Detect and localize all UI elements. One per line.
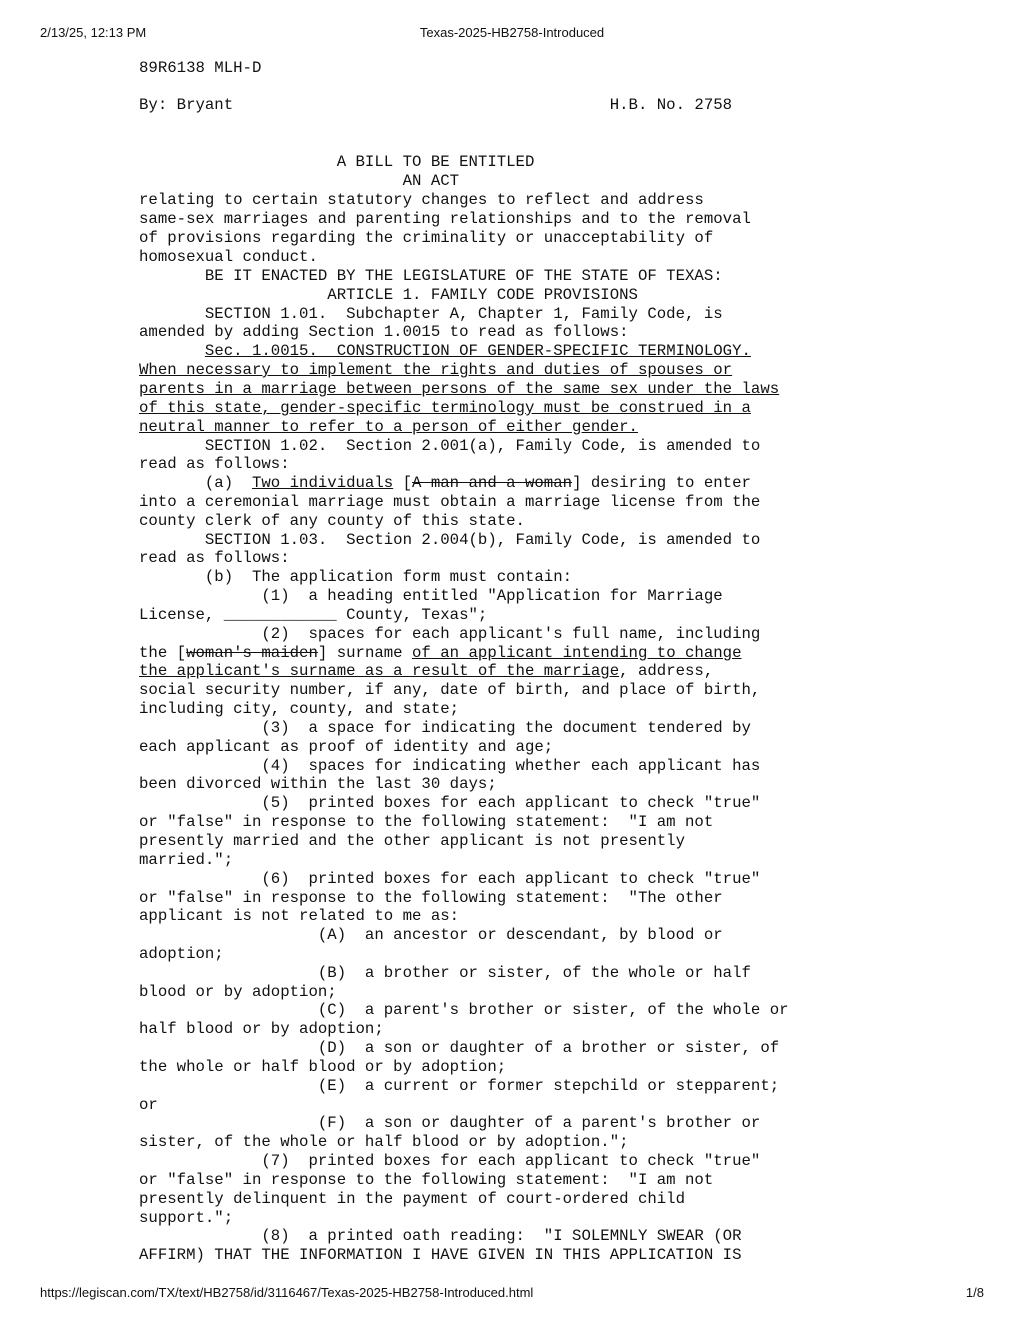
bill-text-segment: the whole or half blood or by adoption;	[139, 1058, 507, 1076]
bill-line	[139, 1001, 789, 1020]
bill-line	[139, 889, 723, 908]
bill-text-segment: ] surname	[317, 644, 413, 662]
print-page-number: 1/8	[965, 1285, 984, 1300]
bill-line	[139, 568, 572, 587]
bill-line	[139, 323, 629, 342]
bill-text-segment: (1) a heading entitled "Application for Marriage	[139, 587, 723, 605]
bill-text-segment: License, ____________ County, Texas";	[139, 606, 488, 624]
bill-text-segment: been divorced within the last 30 days;	[139, 775, 497, 793]
bill-text-segment: read as follows:	[139, 455, 290, 473]
bill-text-segment: 89R6138 MLH-D	[139, 59, 262, 77]
bill-text-segment: (6) printed boxes for each applicant to check "true"	[139, 870, 761, 888]
bill-line	[139, 644, 742, 663]
bill-line	[139, 361, 732, 380]
bill-text-segment: (C) a parent's brother or sister, of the whole or	[139, 1001, 789, 1019]
bill-text-segment: , address,	[619, 662, 714, 680]
inserted-text: of this state, gender-specific terminology must be construed in a	[139, 399, 751, 417]
bill-text-segment: (F) a son or daughter of a parent's brother or	[139, 1114, 761, 1132]
inserted-text: the applicant's surname as a result of the marriage	[139, 662, 620, 680]
bill-line	[139, 267, 723, 286]
bill-line	[139, 59, 261, 78]
bill-line	[139, 926, 723, 945]
bill-line	[139, 794, 760, 813]
bill-text-segment: each applicant as proof of identity and age;	[139, 738, 554, 756]
bill-line	[139, 700, 459, 719]
bill-line	[139, 1020, 384, 1039]
bill-line	[139, 606, 487, 625]
bill-line	[139, 380, 779, 399]
bill-line	[139, 945, 224, 964]
bill-text-segment: the [	[139, 644, 187, 662]
inserted-text: Sec. 1.0015. CONSTRUCTION OF GENDER-SPECIFIC TERMINOLOGY.	[204, 342, 751, 360]
bill-text-segment: (4) spaces for indicating whether each applicant has	[139, 757, 761, 775]
bill-line	[139, 907, 459, 926]
bill-text-segment: or "false" in response to the following statement: "I am not	[139, 1171, 714, 1189]
bill-line	[139, 172, 459, 191]
bill-text-segment: half blood or by adoption;	[139, 1020, 384, 1038]
bill-text-segment: or "false" in response to the following statement: "I am not	[139, 813, 714, 831]
bill-text-segment: ARTICLE 1. FAMILY CODE PROVISIONS	[139, 286, 638, 304]
print-url: https://legiscan.com/TX/text/HB2758/id/3116467/Texas-2025-HB2758-Introduced.html	[40, 1285, 534, 1300]
bill-text-segment: county clerk of any county of this state.	[139, 512, 525, 530]
bill-text-segment: amended by adding Section 1.0015 to read as follows:	[139, 323, 629, 341]
bill-line	[139, 813, 713, 832]
bill-line	[139, 342, 751, 361]
bill-text-segment: married.";	[139, 851, 234, 869]
inserted-text: parents in a marriage between persons of the same sex under the laws	[139, 380, 780, 398]
bill-line	[139, 474, 751, 493]
bill-text-segment: SECTION 1.03. Section 2.004(b), Family Code, is amended to	[139, 531, 761, 549]
bill-text-segment: (5) printed boxes for each applicant to check "true"	[139, 794, 761, 812]
bill-text-segment: ] desiring to enter	[572, 474, 751, 492]
bill-text-segment: (7) printed boxes for each applicant to check "true"	[139, 1152, 761, 1170]
bill-text-segment: (B) a brother or sister, of the whole or half	[139, 964, 751, 982]
bill-text-segment: (A) an ancestor or descendant, by blood or	[139, 926, 723, 944]
bill-line	[139, 719, 751, 738]
bill-line	[139, 305, 723, 324]
bill-line	[139, 625, 760, 644]
bill-text-segment: homosexual conduct.	[139, 248, 318, 266]
bill-text-segment: (D) a son or daughter of a brother or sister, of	[139, 1039, 780, 1057]
inserted-text: Two individuals	[251, 474, 394, 492]
bill-line	[139, 248, 318, 267]
bill-line	[139, 418, 638, 437]
bill-line	[139, 399, 751, 418]
bill-text-segment: AN ACT	[139, 172, 460, 190]
bill-line	[139, 681, 760, 700]
bill-text-segment: (8) a printed oath reading: "I SOLEMNLY SWEAR (OR	[139, 1227, 742, 1245]
bill-line	[139, 775, 497, 794]
bill-text-segment: (b) The application form must contain:	[139, 568, 573, 586]
bill-line	[139, 549, 290, 568]
bill-text-segment: (a)	[139, 474, 252, 492]
bill-line	[139, 1096, 158, 1115]
deleted-text: woman's maiden	[186, 644, 318, 662]
inserted-text: neutral manner to refer to a person of either gender.	[139, 418, 638, 436]
bill-text-segment: (3) a space for indicating the document tendered by	[139, 719, 751, 737]
bill-text-segment: (E) a current or former stepchild or stepparent;	[139, 1077, 780, 1095]
bill-text-segment: read as follows:	[139, 549, 290, 567]
bill-line	[139, 153, 534, 172]
bill-line	[139, 1227, 742, 1246]
bill-text-segment: sister, of the whole or half blood or by adoption.";	[139, 1133, 629, 1151]
bill-line	[139, 1152, 760, 1171]
bill-line	[139, 191, 704, 210]
bill-text-segment: BE IT ENACTED BY THE LEGISLATURE OF THE STATE OF TEXAS:	[139, 267, 723, 285]
bill-line	[139, 1190, 685, 1209]
bill-line	[139, 757, 760, 776]
bill-text-segment: (2) spaces for each applicant's full name, including	[139, 625, 761, 643]
print-page-title: Texas-2025-HB2758-Introduced	[419, 25, 605, 40]
bill-text-segment: SECTION 1.01. Subchapter A, Chapter 1, Family Code, is	[139, 305, 723, 323]
bill-line	[139, 851, 233, 870]
bill-line	[139, 437, 760, 456]
bill-text-segment: SECTION 1.02. Section 2.001(a), Family Code, is amended to	[139, 437, 761, 455]
bill-text-segment: support.";	[139, 1209, 234, 1227]
bill-text-segment: adoption;	[139, 945, 224, 963]
bill-line	[139, 210, 751, 229]
bill-text-segment: presently married and the other applicant is not presently	[139, 832, 686, 850]
bill-line	[139, 531, 760, 550]
bill-text-segment: into a ceremonial marriage must obtain a marriage license from the	[139, 493, 761, 511]
bill-text-segment: or "false" in response to the following statement: "The other	[139, 889, 723, 907]
bill-line	[139, 96, 732, 115]
inserted-text: of an applicant intending to change	[412, 644, 742, 662]
bill-line	[139, 964, 751, 983]
bill-text-segment: AFFIRM) THAT THE INFORMATION I HAVE GIVEN IN THIS APPLICATION IS	[139, 1246, 742, 1264]
deleted-text: A man and a woman	[412, 474, 573, 492]
bill-text-segment: social security number, if any, date of birth, and place of birth,	[139, 681, 761, 699]
bill-text-segment: presently delinquent in the payment of court-ordered child	[139, 1190, 686, 1208]
bill-line	[139, 832, 685, 851]
bill-line	[139, 493, 760, 512]
bill-line	[139, 587, 723, 606]
bill-line	[139, 1039, 779, 1058]
bill-line	[139, 1114, 760, 1133]
bill-text-segment: or	[139, 1096, 158, 1114]
bill-text-segment	[139, 342, 205, 360]
bill-text-segment: [	[393, 474, 413, 492]
bill-line	[139, 512, 525, 531]
bill-line	[139, 870, 760, 889]
bill-line	[139, 286, 638, 305]
print-datetime: 2/13/25, 12:13 PM	[40, 25, 147, 40]
bill-line	[139, 1209, 233, 1228]
bill-line	[139, 738, 553, 757]
bill-text-segment: blood or by adoption;	[139, 983, 337, 1001]
bill-text-segment: applicant is not related to me as:	[139, 907, 460, 925]
bill-line	[139, 1171, 713, 1190]
bill-line	[139, 662, 713, 681]
bill-text-segment: A BILL TO BE ENTITLED	[139, 153, 535, 171]
bill-text-segment: of provisions regarding the criminality or unacceptability of	[139, 229, 714, 247]
bill-line	[139, 1246, 742, 1265]
bill-text-segment: relating to certain statutory changes to reflect and address	[139, 191, 704, 209]
bill-line	[139, 1133, 629, 1152]
bill-line	[139, 229, 713, 248]
bill-line	[139, 1058, 506, 1077]
bill-line	[139, 1077, 779, 1096]
bill-text-segment: including city, county, and state;	[139, 700, 460, 718]
bill-text-segment: By: Bryant H.B. No. 2758	[139, 96, 733, 114]
bill-line	[139, 455, 290, 474]
bill-line	[139, 983, 337, 1002]
bill-text-segment: same-sex marriages and parenting relationships and to the removal	[139, 210, 751, 228]
inserted-text: When necessary to implement the rights and duties of spouses or	[139, 361, 733, 379]
